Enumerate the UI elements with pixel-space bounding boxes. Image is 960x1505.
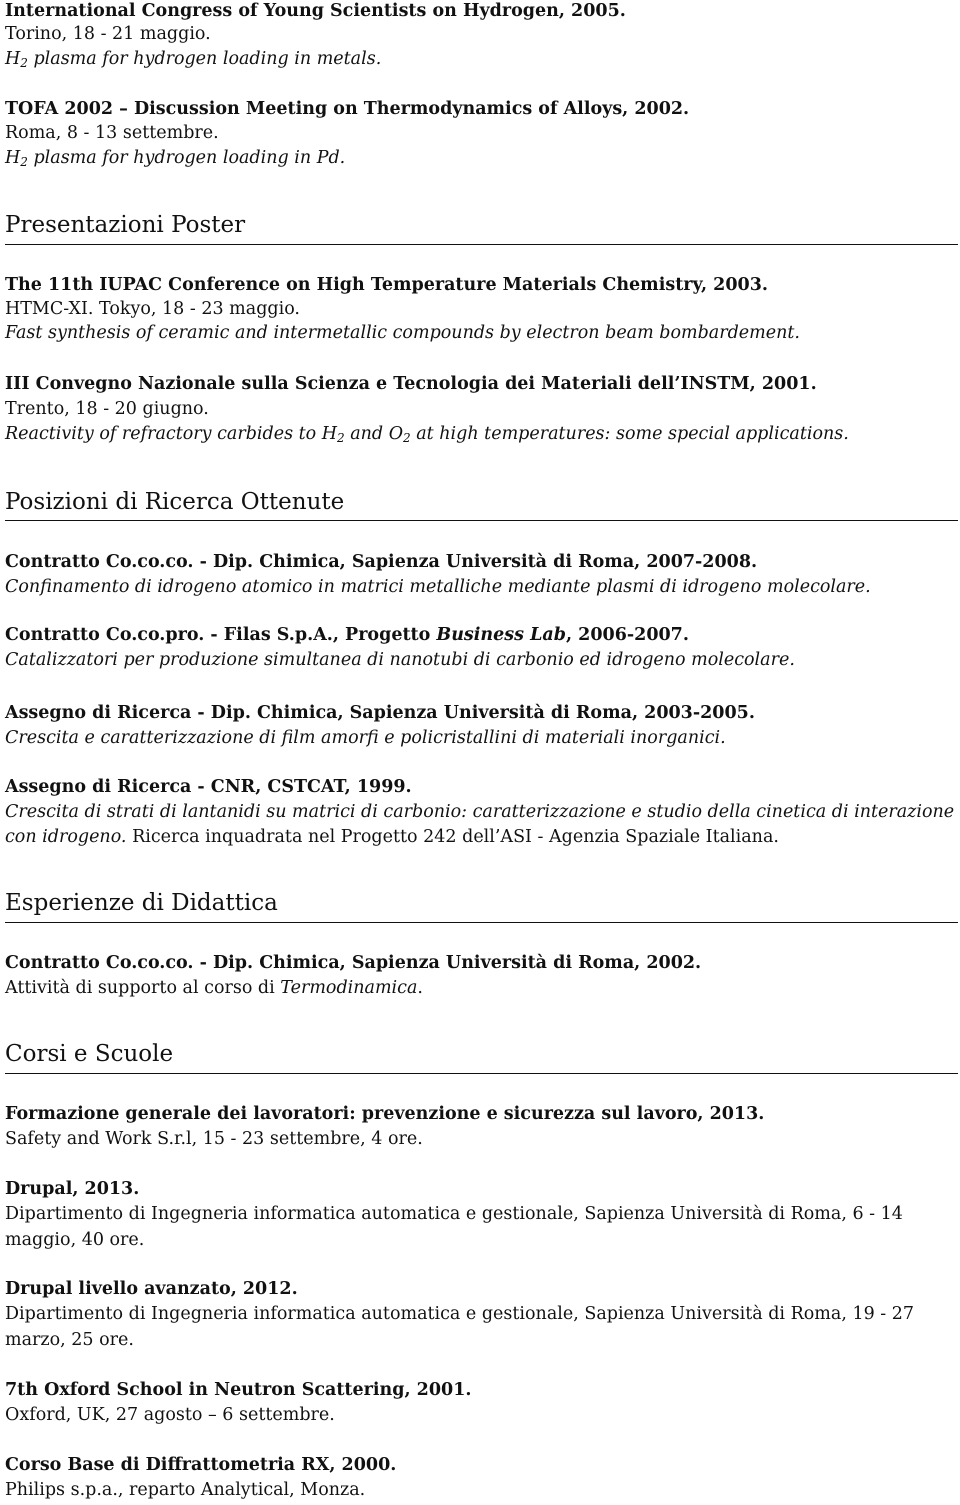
talk-title: TOFA 2002 – Discussion Meeting on Thermodynamics of Alloys, 2002. — [5, 99, 690, 119]
course-desc: Philips s.p.a., reparto Analytical, Monza. — [5, 1480, 366, 1500]
talk-place: Torino, 18 - 21 maggio. — [5, 24, 211, 44]
position-title: Contratto Co.co.co. - Dip. Chimica, Sapienza Università di Roma, 2007-2008. — [5, 552, 758, 572]
position-title: Assegno di Ricerca - CNR, CSTCAT, 1999. — [5, 777, 412, 797]
course-desc: Oxford, UK, 27 agosto – 6 settembre. — [5, 1405, 335, 1425]
section-rule — [5, 1073, 958, 1074]
section-rule — [5, 520, 958, 521]
poster-subject: Reactivity of refractory carbides to $H_2$ and $O_2$ at high temperatures: some special applications. — [5, 424, 849, 445]
course-desc: marzo, 25 ore. — [5, 1330, 134, 1350]
section-heading-didattica: Esperienze di Didattica — [5, 890, 278, 916]
talk-subject: $H_2$ plasma for hydrogen loading in metals. — [5, 49, 382, 70]
course-desc: maggio, 40 ore. — [5, 1230, 145, 1250]
section-rule — [5, 922, 958, 923]
section-heading-corsi: Corsi e Scuole — [5, 1041, 174, 1067]
poster-place: Trento, 18 - 20 giugno. — [5, 399, 209, 419]
teaching-title: Contratto Co.co.co. - Dip. Chimica, Sapienza Università di Roma, 2002. — [5, 953, 702, 973]
position-desc: Catalizzatori per produzione simultanea di nanotubi di carbonio ed idrogeno molecolare. — [5, 650, 795, 670]
course-title: Corso Base di Diffrattometria RX, 2000. — [5, 1455, 397, 1475]
position-desc: con idrogeno. Ricerca inquadrata nel Progetto 242 dell’ASI - Agenzia Spaziale Italiana. — [5, 827, 779, 847]
position-desc: Crescita e caratterizzazione di film amorfi e policristallini di materiali inorganici. — [5, 728, 726, 748]
talk-title: International Congress of Young Scientists on Hydrogen, 2005. — [5, 1, 626, 21]
course-desc: Dipartimento di Ingegneria informatica automatica e gestionale, Sapienza Università di Roma, 6 - 14 — [5, 1204, 903, 1224]
course-title: 7th Oxford School in Neutron Scattering, 2001. — [5, 1380, 472, 1400]
section-heading-poster: Presentazioni Poster — [5, 212, 246, 238]
course-title: Drupal livello avanzato, 2012. — [5, 1279, 298, 1299]
poster-title: III Convegno Nazionale sulla Scienza e Tecnologia dei Materiali dell’INSTM, 2001. — [5, 374, 817, 394]
position-desc: Confinamento di idrogeno atomico in matrici metalliche mediante plasmi di idrogeno molecolare. — [5, 577, 871, 597]
course-title: Drupal, 2013. — [5, 1179, 140, 1199]
talk-place: Roma, 8 - 13 settembre. — [5, 123, 219, 143]
course-desc: Dipartimento di Ingegneria informatica automatica e gestionale, Sapienza Università di Roma, 19 - 27 — [5, 1304, 915, 1324]
course-title: Formazione generale dei lavoratori: prevenzione e sicurezza sul lavoro, 2013. — [5, 1104, 765, 1124]
poster-place: HTMC-XI. Tokyo, 18 - 23 maggio. — [5, 299, 300, 319]
position-title: Assegno di Ricerca - Dip. Chimica, Sapienza Università di Roma, 2003-2005. — [5, 703, 755, 723]
position-title: Contratto Co.co.pro. - Filas S.p.A., Progetto Business Lab, 2006-2007. — [5, 625, 689, 645]
teaching-desc: Attività di supporto al corso di Termodinamica. — [5, 978, 423, 998]
poster-subject: Fast synthesis of ceramic and intermetallic compounds by electron beam bombardement. — [5, 323, 800, 343]
section-rule — [5, 244, 958, 245]
talk-subject: $H_2$ plasma for hydrogen loading in Pd. — [5, 148, 346, 169]
poster-title: The 11th IUPAC Conference on High Temperature Materials Chemistry, 2003. — [5, 275, 768, 295]
course-desc: Safety and Work S.r.l, 15 - 23 settembre, 4 ore. — [5, 1129, 423, 1149]
section-heading-ricerca: Posizioni di Ricerca Ottenute — [5, 489, 345, 515]
position-desc: Crescita di strati di lantanidi su matrici di carbonio: caratterizzazione e studio della cinetica di interazione — [5, 802, 955, 822]
